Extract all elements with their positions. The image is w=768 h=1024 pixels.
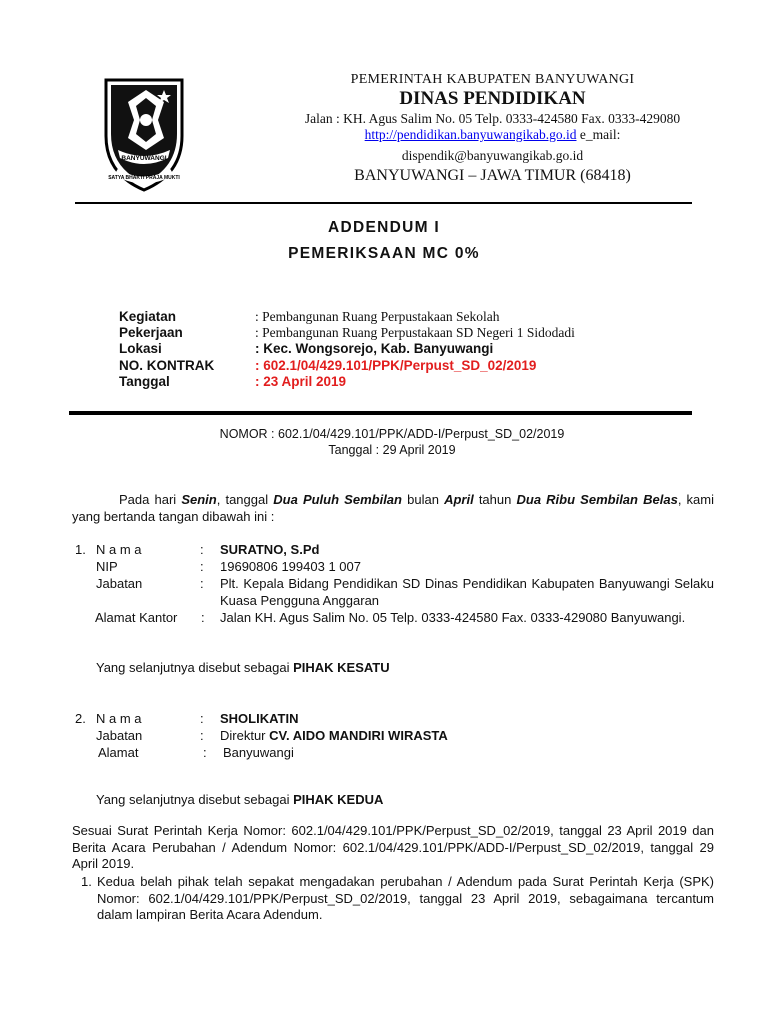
party2-role: PIHAK KEDUA	[293, 792, 384, 807]
party1-closing: Yang selanjutnya disebut sebagai PIHAK KESATU	[96, 660, 390, 675]
document-title: ADDENDUM I	[327, 219, 441, 236]
party2-company: CV. AIDO MANDIRI WIRASTA	[269, 728, 448, 743]
email-label: e_mail:	[576, 127, 621, 142]
info-label: Lokasi	[119, 341, 162, 356]
letterhead-department: DINAS PENDIDIKAN	[399, 88, 586, 109]
info-label: Tanggal	[119, 374, 170, 389]
party1-nip: 19690806 199403 1 007	[220, 559, 361, 574]
info-label: Pekerjaan	[119, 325, 183, 340]
party1-role: PIHAK KESATU	[293, 660, 390, 675]
intro-month: April	[444, 492, 474, 507]
letterhead-divider	[75, 202, 692, 204]
party2-closing: Yang selanjutnya disebut sebagai PIHAK KEDUA	[96, 792, 384, 807]
letterhead-email: dispendik@banyuwangikab.go.id	[401, 148, 584, 163]
intro-paragraph: Pada hari Senin, tanggal Dua Puluh Sembilan bulan April tahun Dua Ribu Sembilan Belas, kami yang bertanda tangan dibawah ini :	[72, 492, 715, 524]
info-value: : Pembangunan Ruang Perpustakaan Sekolah	[255, 309, 500, 324]
letterhead-web-line	[200, 127, 768, 143]
info-value: : Pembangunan Ruang Perpustakaan SD Negeri 1 Sidodadi	[255, 325, 575, 340]
document-number: NOMOR : 602.1/04/429.101/PPK/ADD-I/Perpust_SD_02/2019	[219, 427, 565, 441]
svg-text:BANYUWANGI: BANYUWANGI	[121, 155, 167, 162]
info-label: Kegiatan	[119, 309, 177, 324]
item-number: 1.	[81, 874, 92, 889]
party1-name: SURATNO, S.Pd	[220, 542, 320, 557]
info-value: : 602.1/04/429.101/PPK/Perpust_SD_02/2019	[255, 358, 537, 373]
document-subtitle: PEMERIKSAAN MC 0%	[288, 245, 480, 262]
party2-alamat: Banyuwangi	[223, 745, 294, 760]
info-value: : Kec. Wongsorejo, Kab. Banyuwangi	[255, 341, 494, 356]
party1-alamat: Jalan KH. Agus Salim No. 05 Telp. 0333-424580 Fax. 0333-429080 Banyuwangi.	[220, 610, 686, 625]
document-date: Tanggal : 29 April 2019	[328, 443, 456, 457]
list-item: Kedua belah pihak telah sepakat mengadakan perubahan / Adendum pada Surat Perintah Kerja (SPK) Nomor: 602.1/04/429.101/PPK/Perpust_SD_02/2019, tanggal 23 April 2019, sebagaimana tercantum dalam lampiran Berita Acara Adendum.	[97, 874, 714, 922]
info-divider	[69, 411, 692, 415]
info-label: NO. KONTRAK	[119, 358, 215, 373]
letterhead-address: Jalan : KH. Agus Salim No. 05 Telp. 0333-424580 Fax. 0333-429080	[304, 111, 681, 126]
info-value: : 23 April 2019	[255, 374, 347, 389]
reference-paragraph: Sesuai Surat Perintah Kerja Nomor: 602.1/04/429.101/PPK/Perpust_SD_02/2019, tanggal 23 April 2019 dan Berita Acara Perubahan / Adendum Nomor: 602.1/04/429.101/PPK/ADD-I/Perpust_SD_02/2019, tanggal 29 April 2019.	[72, 823, 714, 871]
party2-jabatan: Direktur CV. AIDO MANDIRI WIRASTA	[220, 728, 448, 743]
intro-day: Senin	[181, 492, 217, 507]
intro-date: Dua Puluh Sembilan	[273, 492, 402, 507]
banyuwangi-emblem-logo	[100, 76, 188, 192]
intro-year: Dua Ribu Sembilan Belas	[516, 492, 678, 507]
letterhead-city: BANYUWANGI – JAWA TIMUR (68418)	[354, 167, 631, 184]
website-link[interactable]: http://pendidikan.banyuwangikab.go.id	[364, 127, 577, 142]
party2-name: SHOLIKATIN	[220, 711, 299, 726]
svg-text:SATYA BHAKTI PRAJA MUKTI: SATYA BHAKTI PRAJA MUKTI	[108, 175, 180, 181]
letterhead-government: PEMERINTAH KABUPATEN BANYUWANGI	[350, 72, 635, 87]
party1-jabatan: Plt. Kepala Bidang Pendidikan SD Dinas Pendidikan Kabupaten Banyuwangi Selaku Kuasa Pengguna Anggaran	[220, 576, 714, 608]
